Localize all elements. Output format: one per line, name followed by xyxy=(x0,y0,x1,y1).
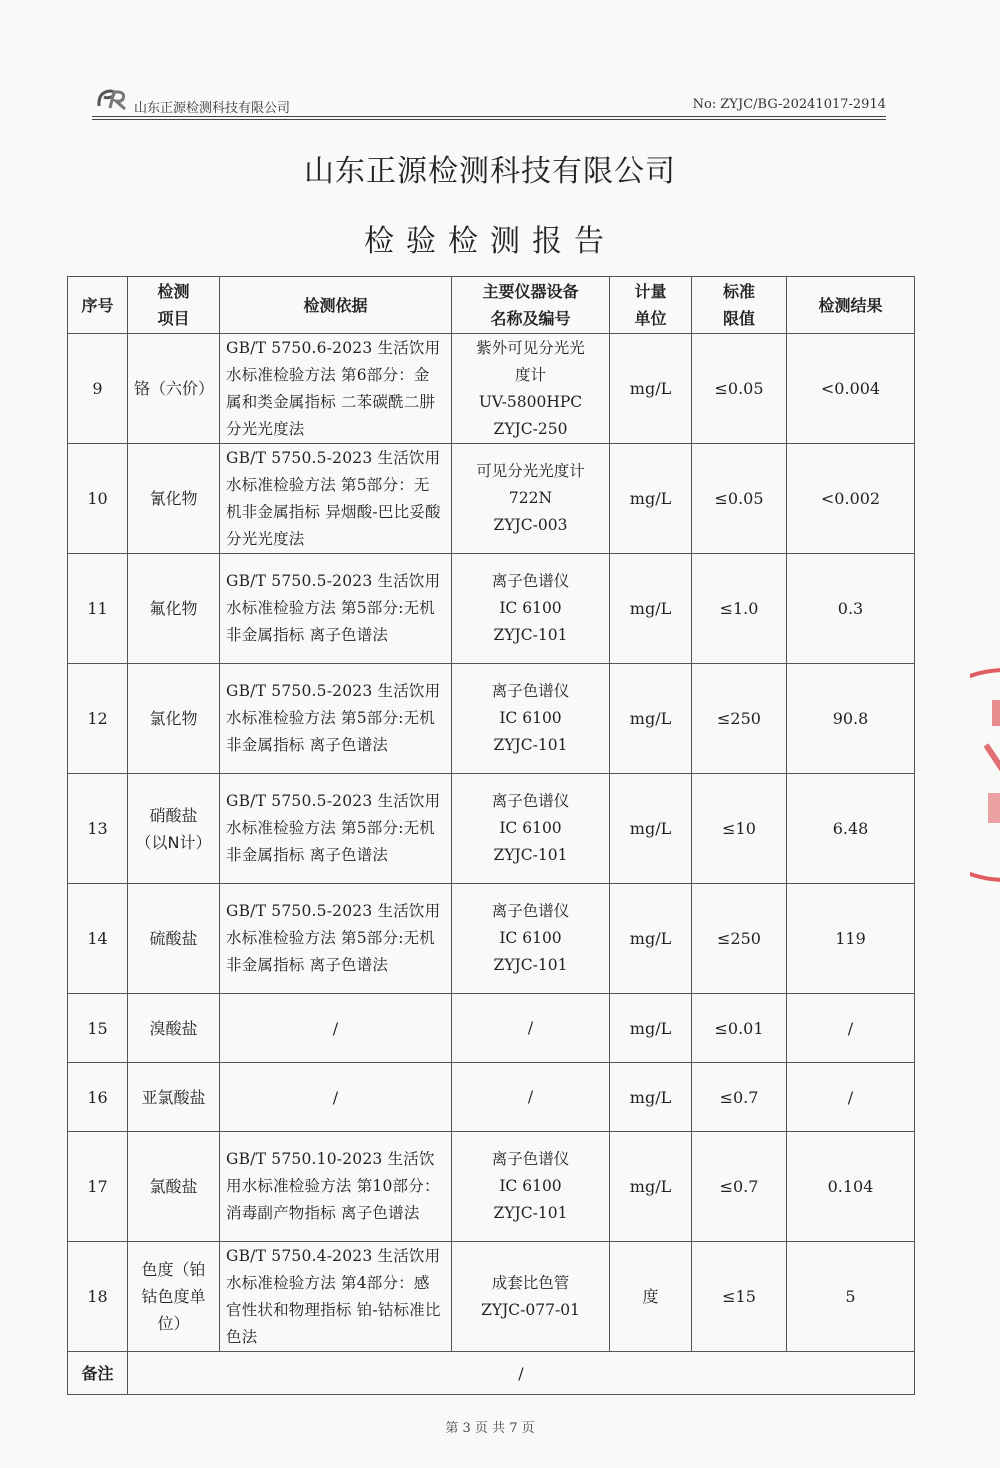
cell-item: 色度（铂钴色度单位） xyxy=(128,1242,220,1352)
cell-unit: mg/L xyxy=(610,664,692,774)
cell-unit: mg/L xyxy=(610,334,692,444)
cell-basis: GB/T 5750.4-2023 生活饮用水标准检验方法 第4部分：感官性状和物理指标 铂-钴标准比色法 xyxy=(220,1242,452,1352)
remark-label: 备注 xyxy=(68,1352,128,1395)
instrument-line: 离子色谱仪 xyxy=(491,902,570,920)
header-seq: 序号 xyxy=(68,277,128,334)
cell-unit: 度 xyxy=(610,1242,692,1352)
header-limit: 标准 限值 xyxy=(692,277,787,334)
cell-seq: 18 xyxy=(68,1242,128,1352)
cell-limit: ≤10 xyxy=(692,774,787,884)
cell-instrument xyxy=(452,884,610,994)
instrument-line: / xyxy=(527,1087,534,1106)
cell-instrument xyxy=(452,664,610,774)
instrument-line: IC 6100 xyxy=(499,709,562,727)
cell-basis: GB/T 5750.6-2023 生活饮用水标准检验方法 第6部分：金属和类金属指标 二苯碳酰二肼分光光度法 xyxy=(220,334,452,444)
header-item: 检测 项目 xyxy=(128,277,220,334)
instrument-line: 度计 xyxy=(514,365,546,384)
instrument-line: IC 6100 xyxy=(499,819,562,837)
cell-instrument xyxy=(452,1063,610,1132)
cell-seq: 17 xyxy=(68,1132,128,1242)
instrument-line: ZYJC-003 xyxy=(493,516,568,534)
instrument-line: 722N xyxy=(508,489,553,507)
remark-value: / xyxy=(128,1352,915,1395)
cell-result: 6.48 xyxy=(787,774,915,884)
report-number: No: ZYJC/BG-20241017-2914 xyxy=(692,97,886,112)
header-unit: 计量 单位 xyxy=(610,277,692,334)
instrument-line: 离子色谱仪 xyxy=(491,1150,570,1168)
cell-seq: 11 xyxy=(68,554,128,664)
cell-seq: 15 xyxy=(68,994,128,1063)
inspection-results-table xyxy=(67,276,915,1395)
cell-item: 氰化物 xyxy=(128,444,220,554)
cell-item: 硫酸盐 xyxy=(128,884,220,994)
cell-item: 铬（六价） xyxy=(128,334,220,444)
cell-instrument xyxy=(452,444,610,554)
table-header-row xyxy=(68,277,915,334)
instrument-line: ZYJC-101 xyxy=(493,1204,568,1222)
instrument-line: ZYJC-101 xyxy=(493,956,568,974)
report-title: 检验检测报告 xyxy=(364,224,616,259)
cell-seq: 14 xyxy=(68,884,128,994)
cell-result: 90.8 xyxy=(787,664,915,774)
table-row xyxy=(68,1242,915,1352)
table-row xyxy=(68,884,915,994)
cell-seq: 13 xyxy=(68,774,128,884)
instrument-line: ZYJC-101 xyxy=(493,626,568,644)
table-row xyxy=(68,1063,915,1132)
header-company-name: 山东正源检测科技有限公司 xyxy=(134,101,291,116)
header-basis: 检测依据 xyxy=(220,277,452,334)
cell-instrument xyxy=(452,994,610,1063)
cell-basis: GB/T 5750.5-2023 生活饮用水标准检验方法 第5部分:无机非金属指标 离子色谱法 xyxy=(220,884,452,994)
instrument-line: 紫外可见分光光 xyxy=(476,338,585,357)
instrument-line: IC 6100 xyxy=(499,1177,562,1195)
header-result: 检测结果 xyxy=(787,277,915,334)
table-row xyxy=(68,664,915,774)
header-instrument: 主要仪器设备 名称及编号 xyxy=(452,277,610,334)
company-title: 山东正源检测科技有限公司 xyxy=(304,154,676,189)
table-row xyxy=(68,994,915,1063)
cell-seq: 12 xyxy=(68,664,128,774)
header-divider-second xyxy=(92,119,886,120)
remark-row xyxy=(68,1352,915,1395)
cell-limit: ≤15 xyxy=(692,1242,787,1352)
instrument-line: 离子色谱仪 xyxy=(491,792,570,810)
cell-unit: mg/L xyxy=(610,774,692,884)
cell-unit: mg/L xyxy=(610,554,692,664)
cell-item: 氯酸盐 xyxy=(128,1132,220,1242)
cell-result: / xyxy=(787,1063,915,1132)
cell-basis: GB/T 5750.5-2023 生活饮用水标准检验方法 第5部分:无机非金属指标 离子色谱法 xyxy=(220,554,452,664)
cell-result: 119 xyxy=(787,884,915,994)
table-row xyxy=(68,554,915,664)
cell-result: 0.3 xyxy=(787,554,915,664)
cell-unit: mg/L xyxy=(610,1063,692,1132)
cell-limit: ≤0.7 xyxy=(692,1063,787,1132)
instrument-line: 成套比色管 xyxy=(491,1273,570,1292)
cell-item: 氟化物 xyxy=(128,554,220,664)
cell-result: 0.104 xyxy=(787,1132,915,1242)
instrument-line: IC 6100 xyxy=(499,929,562,947)
cell-instrument xyxy=(452,1242,610,1352)
cell-result: <0.004 xyxy=(787,334,915,444)
cell-limit: ≤0.05 xyxy=(692,334,787,444)
instrument-line: ZYJC-101 xyxy=(493,736,568,754)
cell-unit: mg/L xyxy=(610,884,692,994)
table-row xyxy=(68,774,915,884)
page-number: 第 3 页 共 7 页 xyxy=(445,1421,535,1436)
cell-limit: ≤0.05 xyxy=(692,444,787,554)
cell-basis: GB/T 5750.5-2023 生活饮用水标准检验方法 第5部分：无机非金属指标 异烟酸-巴比妥酸分光光度法 xyxy=(220,444,452,554)
instrument-line: UV-5800HPC xyxy=(478,392,583,411)
cell-item: 亚氯酸盐 xyxy=(128,1063,220,1132)
cell-seq: 10 xyxy=(68,444,128,554)
table-row xyxy=(68,444,915,554)
table-row xyxy=(68,334,915,444)
cell-basis: / xyxy=(220,994,452,1063)
cell-unit: mg/L xyxy=(610,1132,692,1242)
cell-instrument xyxy=(452,554,610,664)
instrument-line: 离子色谱仪 xyxy=(491,572,570,590)
cell-instrument xyxy=(452,774,610,884)
cell-unit: mg/L xyxy=(610,994,692,1063)
cell-seq: 16 xyxy=(68,1063,128,1132)
company-logo-icon xyxy=(96,86,130,112)
cell-basis: / xyxy=(220,1063,452,1132)
cell-limit: ≤250 xyxy=(692,884,787,994)
cell-result: 5 xyxy=(787,1242,915,1352)
instrument-line: ZYJC-101 xyxy=(493,846,568,864)
cell-instrument xyxy=(452,1132,610,1242)
cell-seq: 9 xyxy=(68,334,128,444)
cell-result: / xyxy=(787,994,915,1063)
red-seal-stamp-icon xyxy=(970,665,1000,885)
cell-instrument xyxy=(452,334,610,444)
cell-item: 硝酸盐（以N计） xyxy=(128,774,220,884)
cell-unit: mg/L xyxy=(610,444,692,554)
cell-item: 氯化物 xyxy=(128,664,220,774)
instrument-line: IC 6100 xyxy=(499,599,562,617)
cell-basis: GB/T 5750.10-2023 生活饮用水标准检验方法 第10部分：消毒副产物指标 离子色谱法 xyxy=(220,1132,452,1242)
cell-item: 溴酸盐 xyxy=(128,994,220,1063)
cell-limit: ≤0.01 xyxy=(692,994,787,1063)
table-row xyxy=(68,1132,915,1242)
cell-limit: ≤0.7 xyxy=(692,1132,787,1242)
instrument-line: / xyxy=(527,1018,534,1037)
instrument-line: 离子色谱仪 xyxy=(491,682,570,700)
instrument-line: ZYJC-250 xyxy=(493,419,568,438)
cell-result: <0.002 xyxy=(787,444,915,554)
cell-limit: ≤250 xyxy=(692,664,787,774)
cell-basis: GB/T 5750.5-2023 生活饮用水标准检验方法 第5部分:无机非金属指标 离子色谱法 xyxy=(220,774,452,884)
cell-basis: GB/T 5750.5-2023 生活饮用水标准检验方法 第5部分:无机非金属指标 离子色谱法 xyxy=(220,664,452,774)
cell-limit: ≤1.0 xyxy=(692,554,787,664)
instrument-line: ZYJC-077-01 xyxy=(481,1300,580,1319)
instrument-line: 可见分光光度计 xyxy=(476,462,585,480)
header-divider xyxy=(92,116,886,117)
